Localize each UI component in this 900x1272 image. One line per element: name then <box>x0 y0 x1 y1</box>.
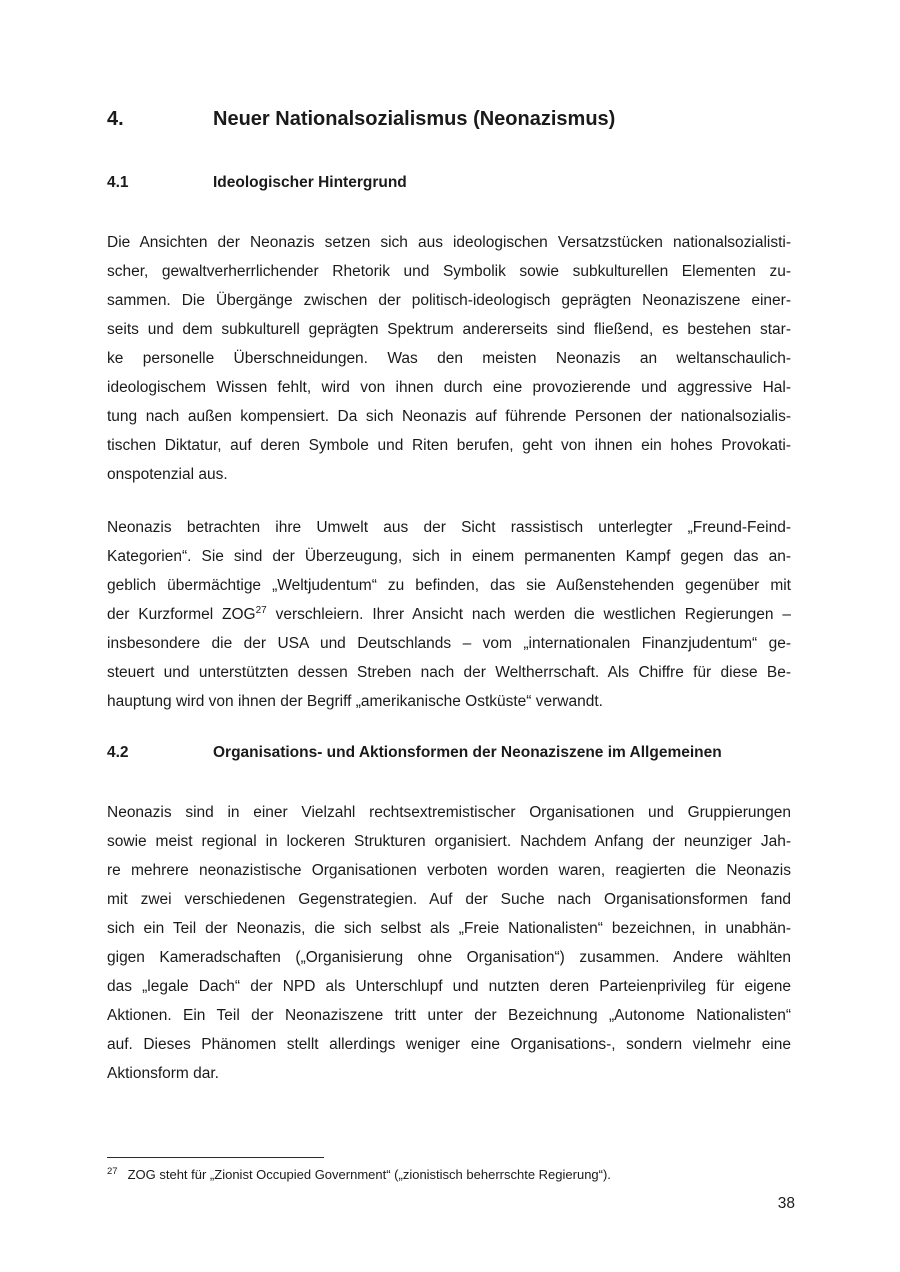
text-line: hauptung wird von ihnen der Begriff „amerikanische Ostküste“ verwandt. <box>107 693 603 710</box>
text-line: ke personelle Überschneidungen. Was den meisten Neonazis an weltanschaulich- <box>107 350 791 367</box>
text-line: onspotenzial aus. <box>107 466 228 483</box>
text-line: steuert und unterstützten dessen Streben nach der Weltherrschaft. Als Chiffre für diese Be- <box>107 664 791 681</box>
text-line: sich ein Teil der Neonazis, die sich selbst als „Freie Nationalisten“ bezeichnen, in unabhän- <box>107 920 791 937</box>
section-heading-main <box>107 106 791 132</box>
section-title: Ideologischer Hintergrund <box>213 174 407 191</box>
text-line: auf. Dieses Phänomen stellt allerdings weniger eine Organisations-, sondern vielmehr eine <box>107 1036 791 1053</box>
text-line: insbesondere die der USA und Deutschlands – vom „internationalen Finanzjudentum“ ge- <box>107 635 791 652</box>
text-line: seits und dem subkulturell geprägten Spektrum andererseits sind fließend, es bestehen star- <box>107 321 791 338</box>
section-title: Neuer Nationalsozialismus (Neonazismus) <box>213 108 616 130</box>
section-title: Organisations- und Aktionsformen der Neonaziszene im Allgemeinen <box>213 744 722 761</box>
section-heading-42 <box>107 742 791 764</box>
text-line: ideologischem Wissen fehlt, wird von ihnen durch eine provozierende und aggressive Hal- <box>107 379 791 396</box>
text-line: sammen. Die Übergänge zwischen der politisch-ideologisch geprägten Neonaziszene einer- <box>107 292 791 309</box>
paragraph-organisation <box>107 798 791 1088</box>
text-line: Kategorien“. Sie sind der Überzeugung, sich in einem permanenten Kampf gegen das an- <box>107 548 791 565</box>
paragraph-ideology-2 <box>107 513 791 716</box>
text-line: sowie meist regional in lockeren Strukturen organisiert. Nachdem Anfang der neunziger Jah- <box>107 833 791 850</box>
text-line: re mehrere neonazistische Organisationen verboten worden waren, reagierten die Neonazis <box>107 862 791 879</box>
footnote-marker: 27 <box>107 1165 118 1177</box>
text-line: tung nach außen kompensiert. Da sich Neonazis auf führende Personen der nationalsozialis- <box>107 408 791 425</box>
text-line: Die Ansichten der Neonazis setzen sich aus ideologischen Versatzstücken nationalsozialisti- <box>107 234 791 251</box>
footnote-separator <box>107 1157 324 1158</box>
text-line: mit zwei verschiedenen Gegenstrategien. Auf der Suche nach Organisationsformen fand <box>107 891 791 908</box>
text-line: der Kurzformel ZOG$^{27}$ verschleiern. Ihrer Ansicht nach werden die westlichen Regierungen – <box>107 604 791 623</box>
text-line: gigen Kameradschaften („Organisierung ohne Organisation“) zusammen. Andere wählten <box>107 949 791 966</box>
text-line: Aktionsform dar. <box>107 1065 219 1082</box>
footnote-text: ZOG steht für „Zionist Occupied Government“ („zionistisch beherrschte Regierung“). <box>127 1167 611 1182</box>
footnote <box>107 1166 791 1184</box>
section-number: 4. <box>107 108 124 130</box>
text-line: geblich übermächtige „Weltjudentum“ zu befinden, das sie Außenstehenden gegenüber mit <box>107 577 791 594</box>
section-number: 4.2 <box>107 744 129 761</box>
text-line: scher, gewaltverherrlichender Rhetorik und Symbolik sowie subkulturellen Elementen zu- <box>107 263 791 280</box>
paragraph-ideology-1 <box>107 228 791 489</box>
text-line: Neonazis sind in einer Vielzahl rechtsextremistischer Organisationen und Gruppierungen <box>107 804 791 821</box>
text-line: Aktionen. Ein Teil der Neonaziszene tritt unter der Bezeichnung „Autonome Nationalisten“ <box>107 1007 791 1024</box>
section-number: 4.1 <box>107 174 129 191</box>
section-heading-41 <box>107 172 791 194</box>
page-number: 38 <box>777 1195 795 1212</box>
text-line: das „legale Dach“ der NPD als Unterschlupf und nutzten deren Parteienprivileg für eigene <box>107 978 791 995</box>
text-line: tischen Diktatur, auf deren Symbole und Riten berufen, geht von ihnen ein hohes Provokati- <box>107 437 791 454</box>
text-line: Neonazis betrachten ihre Umwelt aus der Sicht rassistisch unterlegter „Freund-Feind- <box>107 519 791 536</box>
